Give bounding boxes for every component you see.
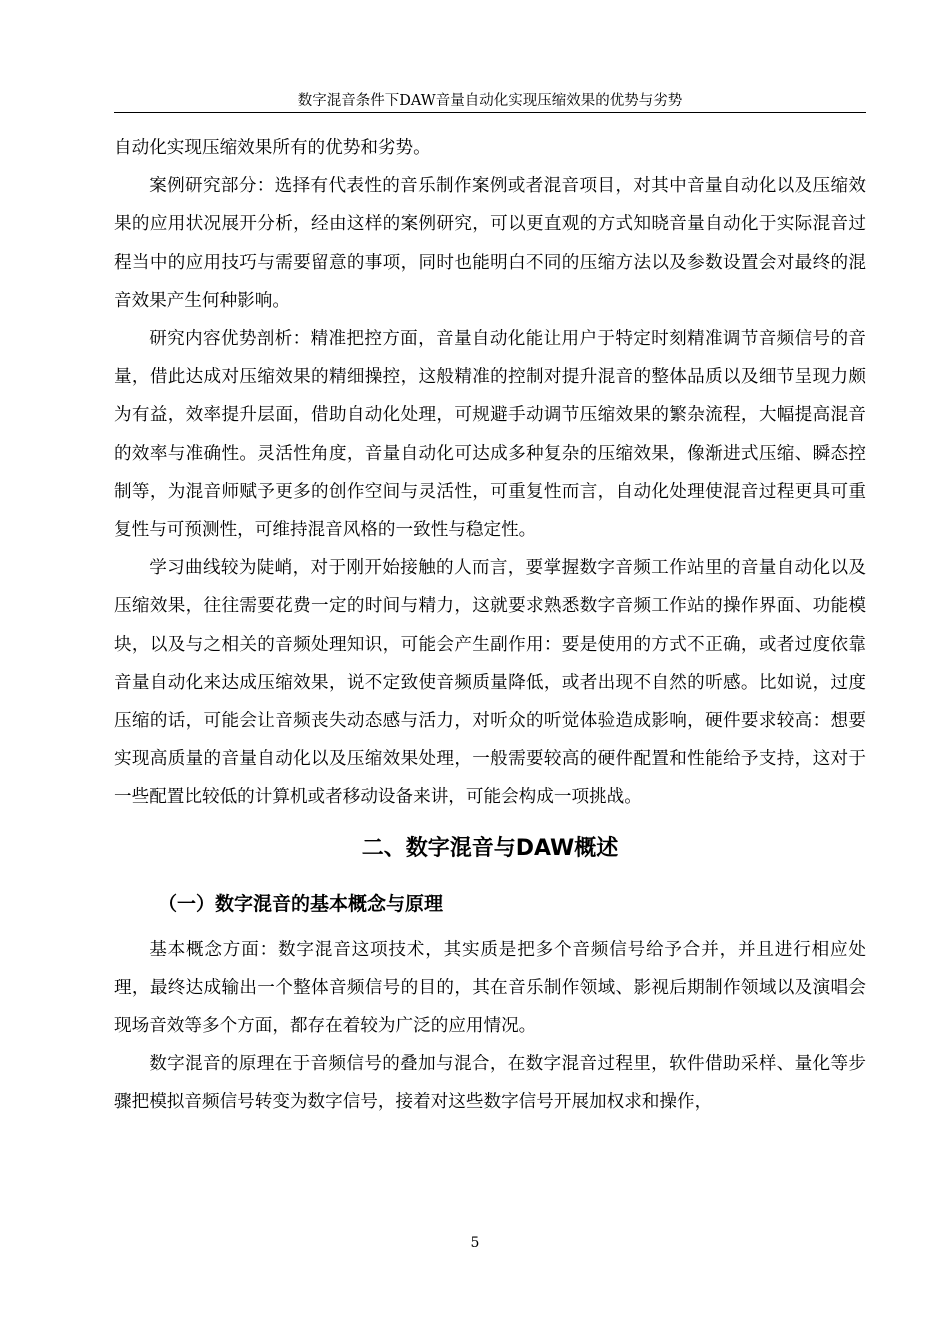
paragraph-continuation: 自动化实现压缩效果所有的优势和劣势。 bbox=[114, 138, 431, 158]
paragraph-advantages: 研究内容优势剖析：精准把控方面，音量自动化能让用户于特定时刻精准调节音频信号的音量，借此达成对压缩效果的精细操控，这般精准的控制对提升混音的整体品质以及细节呈现力颇为有益，效率提升层面，借助自动化处理，可规避手动调节压缩效果的繁杂流程，大幅提高混音的效率与准确性。灵活性角度，音量自动化可达成多种复杂的压缩效果，像渐进式压缩、瞬态控制等，为混音师赋予更多的创作空间与灵活性，可重复性而言，自动化处理使混音过程更具可重复性与可预测性，可维持混音风格的一致性与稳定性。 bbox=[114, 329, 866, 541]
paragraph-disadvantages: 学习曲线较为陡峭，对于刚开始接触的人而言，要掌握数字音频工作站里的音量自动化以及压缩效果，往往需要花费一定的时间与精力，这就要求熟悉数字音频工作站的操作界面、功能模块，以及与之相关的音频处理知识，可能会产生副作用：要是使用的方式不正确，或者过度依靠音量自动化来达成压缩效果，说不定致使音频质量降低，或者出现不自然的听感。比如说，过度压缩的话，可能会让音频丧失动态感与活力，对听众的听觉体验造成影响，硬件要求较高：想要实现高质量的音量自动化以及压缩效果处理，一般需要较高的硬件配置和性能给予支持，这对于一些配置比较低的计算机或者移动设备来讲，可能会构成一项挑战。 bbox=[114, 558, 866, 808]
running-header: 数字混音条件下DAW音量自动化实现压缩效果的优势与劣势 bbox=[114, 90, 866, 113]
paragraph-case-study: 案例研究部分：选择有代表性的音乐制作案例或者混音项目，对其中音量自动化以及压缩效果的应用状况展开分析，经由这样的案例研究，可以更直观的方式知晓音量自动化于实际混音过程当中的应用技巧与需要留意的事项，同时也能明白不同的压缩方法以及参数设置会对最终的混音效果产生何种影响。 bbox=[114, 176, 866, 311]
chapter-heading: 二、数字混音与DAW概述 bbox=[361, 835, 619, 861]
paragraph-principle: 数字混音的原理在于音频信号的叠加与混合，在数字混音过程里，软件借助采样、量化等步骤把模拟音频信号转变为数字信号，接着对这些数字信号开展加权求和操作， bbox=[114, 1054, 866, 1113]
page-number: 5 bbox=[470, 1235, 480, 1251]
paragraph-basic-concept: 基本概念方面：数字混音这项技术，其实质是把多个音频信号给予合并，并且进行相应处理，最终达成输出一个整体音频信号的目的，其在音乐制作领域、影视后期制作领域以及演唱会现场音效等多个方面，都存在着较为广泛的应用情况。 bbox=[114, 939, 866, 1037]
section-heading: （一）数字混音的基本概念与原理 bbox=[158, 892, 444, 915]
document-body bbox=[114, 129, 866, 1122]
